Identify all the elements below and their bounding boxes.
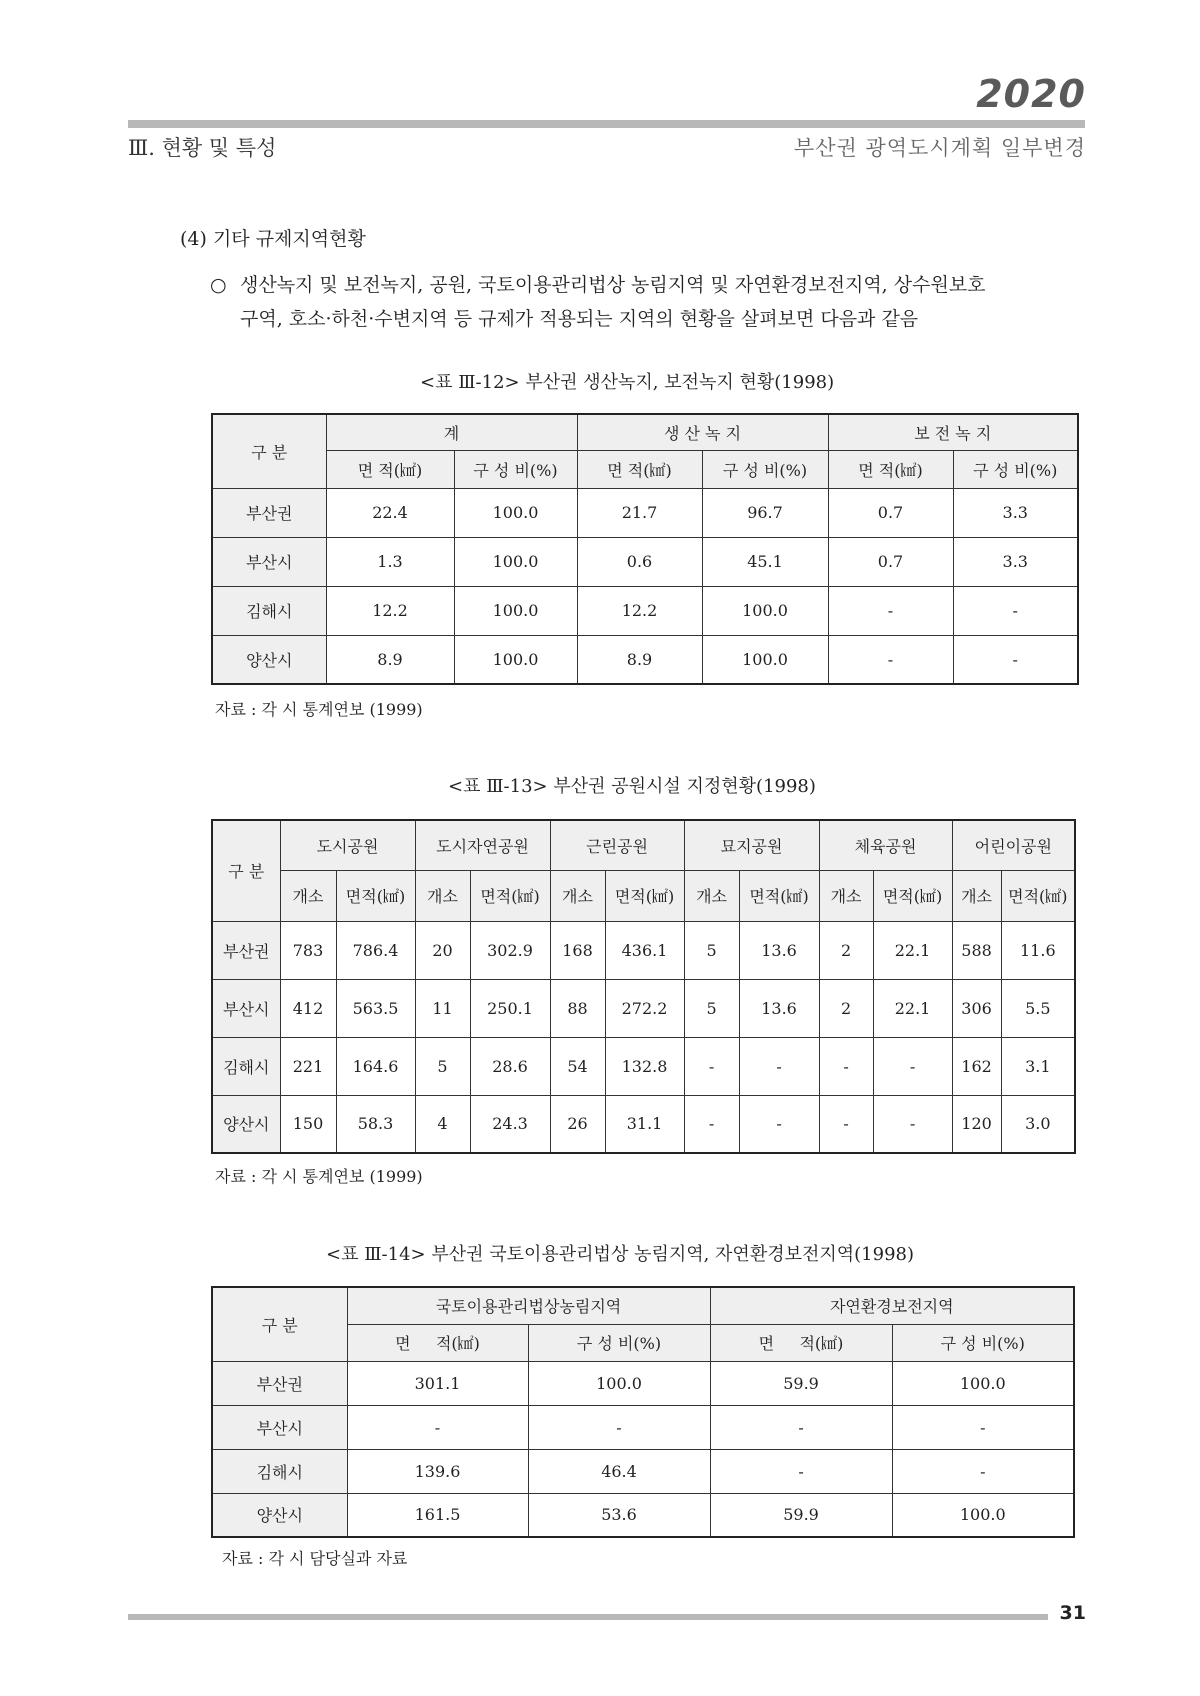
table-cell: 139.6 — [347, 1449, 528, 1493]
table-cell: 100.0 — [892, 1493, 1074, 1537]
table-13-subhead: 개소 — [280, 870, 336, 921]
table-14-subhead: 구 성 비(%) — [528, 1324, 710, 1361]
table-cell: 22.4 — [326, 488, 454, 537]
section-title: Ⅲ. 현황 및 특성 — [128, 136, 277, 160]
table-cell: 3.1 — [1001, 1037, 1075, 1095]
row-label: 부산시 — [212, 979, 280, 1037]
page-number: 31 — [1059, 1602, 1086, 1624]
table-cell: - — [892, 1405, 1074, 1449]
row-label: 부산시 — [212, 537, 326, 586]
row-label: 김해시 — [212, 1037, 280, 1095]
table-cell: 5 — [684, 979, 739, 1037]
row-label: 양산시 — [212, 1493, 347, 1537]
table-13-subhead: 개소 — [415, 870, 470, 921]
table-cell: - — [892, 1449, 1074, 1493]
table-13-subhead: 면적(㎢) — [336, 870, 415, 921]
table-12-row-header: 구 분 — [212, 414, 326, 488]
table-cell: 3.3 — [953, 488, 1078, 537]
table-cell: 783 — [280, 921, 336, 979]
table-cell: - — [819, 1095, 873, 1153]
bullet-icon: ○ — [210, 274, 227, 296]
table-14-caption: <표 Ⅲ-14> 부산권 국토이용관리법상 농림지역, 자연환경보전지역(1998) — [326, 1244, 915, 1265]
table-14 — [211, 1286, 1075, 1538]
table-13-subhead: 면적(㎢) — [470, 870, 550, 921]
table-13-group: 도시자연공원 — [415, 820, 550, 870]
table-row — [212, 586, 1078, 635]
table-cell: 5 — [684, 921, 739, 979]
table-cell: 132.8 — [605, 1037, 684, 1095]
table-cell: 3.0 — [1001, 1095, 1075, 1153]
table-cell: 100.0 — [454, 635, 577, 684]
row-label: 부산권 — [212, 1361, 347, 1405]
table-cell: - — [873, 1037, 952, 1095]
table-cell: 59.9 — [710, 1361, 892, 1405]
table-cell: 306 — [952, 979, 1001, 1037]
table-cell: 4 — [415, 1095, 470, 1153]
table-cell: 5.5 — [1001, 979, 1075, 1037]
report-year: 2020 — [976, 72, 1086, 116]
table-cell: 5 — [415, 1037, 470, 1095]
table-cell: 20 — [415, 921, 470, 979]
table-cell: - — [953, 586, 1078, 635]
table-cell: - — [739, 1037, 819, 1095]
table-14-subhead: 구 성 비(%) — [892, 1324, 1074, 1361]
table-14-group: 자연환경보전지역 — [710, 1287, 1074, 1324]
table-cell: 221 — [280, 1037, 336, 1095]
table-14-subhead: 면 적(㎢) — [347, 1324, 528, 1361]
table-cell: 53.6 — [528, 1493, 710, 1537]
table-cell: 412 — [280, 979, 336, 1037]
table-13-group: 어린이공원 — [952, 820, 1075, 870]
table-13-subhead: 개소 — [952, 870, 1001, 921]
subsection-heading: (4) 기타 규제지역현황 — [180, 228, 366, 250]
table-cell: - — [819, 1037, 873, 1095]
table-cell: 161.5 — [347, 1493, 528, 1537]
plan-title: 부산권 광역도시계획 일부변경 — [793, 136, 1086, 160]
paragraph-line-1: 생산녹지 및 보전녹지, 공원, 국토이용관리법상 농림지역 및 자연환경보전지역, 상수원보호 — [240, 274, 986, 296]
table-cell: 250.1 — [470, 979, 550, 1037]
table-13-subhead: 면적(㎢) — [873, 870, 952, 921]
table-cell: 45.1 — [702, 537, 828, 586]
table-cell: 786.4 — [336, 921, 415, 979]
table-cell: 12.2 — [577, 586, 702, 635]
table-row — [212, 537, 1078, 586]
table-cell: 100.0 — [454, 586, 577, 635]
table-cell: 1.3 — [326, 537, 454, 586]
table-row — [212, 1095, 1075, 1153]
paragraph-line-2: 구역, 호소·하천·수변지역 등 규제가 적용되는 지역의 현황을 살펴보면 다음과 같음 — [240, 308, 919, 330]
table-14-subhead: 면 적(㎢) — [710, 1324, 892, 1361]
table-12-subhead: 면 적(㎢) — [577, 450, 702, 488]
table-12-group: 생 산 녹 지 — [577, 414, 828, 450]
table-cell: 96.7 — [702, 488, 828, 537]
table-cell: - — [684, 1037, 739, 1095]
table-row — [212, 979, 1075, 1037]
header-rule — [128, 120, 1085, 128]
table-cell: - — [710, 1405, 892, 1449]
table-12 — [211, 413, 1079, 685]
table-cell: 120 — [952, 1095, 1001, 1153]
row-label: 부산권 — [212, 921, 280, 979]
table-13-group: 체육공원 — [819, 820, 952, 870]
table-cell: 46.4 — [528, 1449, 710, 1493]
row-label: 부산시 — [212, 1405, 347, 1449]
table-12-caption: <표 Ⅲ-12> 부산권 생산녹지, 보전녹지 현황(1998) — [420, 372, 835, 393]
row-label: 부산권 — [212, 488, 326, 537]
table-13-group: 도시공원 — [280, 820, 415, 870]
table-row — [212, 635, 1078, 684]
table-cell: 22.1 — [873, 921, 952, 979]
table-cell: 100.0 — [454, 537, 577, 586]
table-14-group: 국토이용관리법상농림지역 — [347, 1287, 710, 1324]
table-cell: 11 — [415, 979, 470, 1037]
table-cell: 588 — [952, 921, 1001, 979]
table-row — [212, 1405, 1074, 1449]
table-cell: - — [710, 1449, 892, 1493]
table-cell: 26 — [550, 1095, 605, 1153]
row-label: 양산시 — [212, 635, 326, 684]
table-row — [212, 1493, 1074, 1537]
table-cell: 0.7 — [828, 537, 953, 586]
table-cell: 168 — [550, 921, 605, 979]
table-row — [212, 921, 1075, 979]
table-cell: - — [347, 1405, 528, 1449]
table-12-group: 계 — [326, 414, 577, 450]
table-12-subhead: 면 적(㎢) — [326, 450, 454, 488]
table-12-group: 보 전 녹 지 — [828, 414, 1078, 450]
table-12-subhead: 구 성 비(%) — [454, 450, 577, 488]
row-label: 김해시 — [212, 586, 326, 635]
table-cell: 100.0 — [702, 586, 828, 635]
table-cell: - — [828, 586, 953, 635]
table-cell: 58.3 — [336, 1095, 415, 1153]
table-14-source: 자료 : 각 시 담당실과 자료 — [222, 1549, 408, 1568]
table-13-subhead: 면적(㎢) — [739, 870, 819, 921]
table-cell: - — [528, 1405, 710, 1449]
table-cell: 2 — [819, 921, 873, 979]
table-12-subhead: 구 성 비(%) — [953, 450, 1078, 488]
footer-rule — [128, 1614, 1048, 1620]
table-13-subhead: 개소 — [819, 870, 873, 921]
table-row — [212, 488, 1078, 537]
table-cell: 563.5 — [336, 979, 415, 1037]
table-13-subhead: 면적(㎢) — [1001, 870, 1075, 921]
table-cell: 0.7 — [828, 488, 953, 537]
table-12-subhead: 면 적(㎢) — [828, 450, 953, 488]
table-row — [212, 1361, 1074, 1405]
table-cell: 301.1 — [347, 1361, 528, 1405]
table-13-subhead: 면적(㎢) — [605, 870, 684, 921]
table-cell: 272.2 — [605, 979, 684, 1037]
table-cell: 0.6 — [577, 537, 702, 586]
row-label: 양산시 — [212, 1095, 280, 1153]
table-cell: - — [953, 635, 1078, 684]
table-cell: 31.1 — [605, 1095, 684, 1153]
table-cell: 100.0 — [454, 488, 577, 537]
table-cell: 28.6 — [470, 1037, 550, 1095]
table-13-group: 근린공원 — [550, 820, 684, 870]
table-13 — [211, 819, 1076, 1154]
table-cell: - — [684, 1095, 739, 1153]
table-cell: 3.3 — [953, 537, 1078, 586]
table-13-source: 자료 : 각 시 통계연보 (1999) — [215, 1167, 423, 1186]
table-cell: 150 — [280, 1095, 336, 1153]
table-cell: 54 — [550, 1037, 605, 1095]
table-cell: 8.9 — [326, 635, 454, 684]
row-label: 김해시 — [212, 1449, 347, 1493]
table-cell: 13.6 — [739, 979, 819, 1037]
table-cell: 13.6 — [739, 921, 819, 979]
table-cell: 24.3 — [470, 1095, 550, 1153]
table-cell: 11.6 — [1001, 921, 1075, 979]
table-cell: - — [873, 1095, 952, 1153]
table-13-row-header: 구 분 — [212, 820, 280, 921]
table-13-subhead: 개소 — [550, 870, 605, 921]
table-13-caption: <표 Ⅲ-13> 부산권 공원시설 지정현황(1998) — [448, 776, 816, 797]
table-cell: 88 — [550, 979, 605, 1037]
table-cell: - — [739, 1095, 819, 1153]
table-row — [212, 1449, 1074, 1493]
table-cell: 59.9 — [710, 1493, 892, 1537]
table-12-source: 자료 : 각 시 통계연보 (1999) — [215, 700, 423, 719]
table-cell: 164.6 — [336, 1037, 415, 1095]
table-14-row-header: 구 분 — [212, 1287, 347, 1361]
table-cell: 302.9 — [470, 921, 550, 979]
table-13-group: 묘지공원 — [684, 820, 819, 870]
table-cell: 100.0 — [528, 1361, 710, 1405]
table-cell: 22.1 — [873, 979, 952, 1037]
table-cell: 8.9 — [577, 635, 702, 684]
table-12-subhead: 구 성 비(%) — [702, 450, 828, 488]
table-cell: 21.7 — [577, 488, 702, 537]
table-cell: - — [828, 635, 953, 684]
table-cell: 162 — [952, 1037, 1001, 1095]
table-cell: 2 — [819, 979, 873, 1037]
table-cell: 436.1 — [605, 921, 684, 979]
table-cell: 12.2 — [326, 586, 454, 635]
table-cell: 100.0 — [702, 635, 828, 684]
table-row — [212, 1037, 1075, 1095]
table-cell: 100.0 — [892, 1361, 1074, 1405]
table-13-subhead: 개소 — [684, 870, 739, 921]
